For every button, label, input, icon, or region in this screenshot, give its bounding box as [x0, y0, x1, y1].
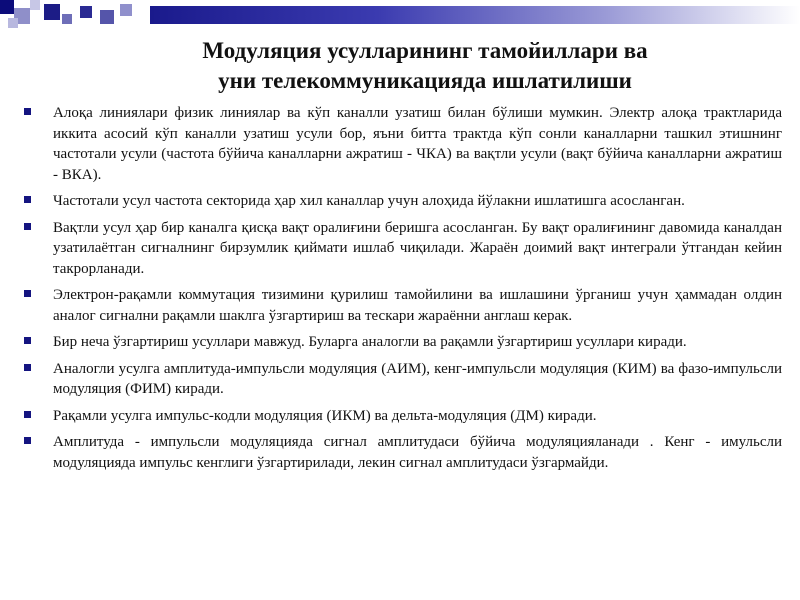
square-bullet-icon [24, 437, 31, 444]
decorative-square [44, 4, 60, 20]
decorative-square [100, 10, 114, 24]
bullet-list [20, 103, 782, 479]
bullet-item [20, 406, 782, 427]
square-bullet-icon [24, 223, 31, 230]
square-bullet-icon [24, 290, 31, 297]
gradient-bar [150, 6, 800, 24]
bullet-item [20, 191, 782, 212]
bullet-item [20, 103, 782, 185]
bullet-item [20, 359, 782, 400]
bullet-item [20, 285, 782, 326]
decorative-banner [0, 0, 800, 30]
bullet-item [20, 432, 782, 473]
bullet-item [20, 332, 782, 353]
square-bullet-icon [24, 364, 31, 371]
square-bullet-icon [24, 108, 31, 115]
bullet-text: Электрон-рақамли коммутация тизимини қурилиш тамойилини ва ишлашини ўрганиш учун ҳаммадан олдин аналог сигнални рақамли шаклга ўзгартириш ва тескари жараённи англаш керак. [53, 287, 782, 324]
bullet-text: Амплитуда - импульсли модуляцияда сигнал амплитудаси бўйича модуляцияланади . Кенг - имульсли модуляцияда импульс кенглиги ўзгартирилади, лекин сигнал амплитудаси ўзгармайди. [53, 434, 782, 471]
slide-title-line-1: Модуляция усулларининг тамойиллари ва [202, 38, 648, 63]
decorative-square [30, 0, 40, 10]
bullet-text: Бир неча ўзгартириш усуллари мавжуд. Буларга аналогли ва рақамли ўзгартириш усуллари киради. [53, 334, 687, 350]
decorative-square [80, 6, 92, 18]
slide-title-line-2: уни телекоммуникацияда ишлатилиши [218, 68, 632, 93]
decorative-square [8, 18, 18, 28]
bullet-text: Алоқа линиялари физик линиялар ва кўп каналли узатиш билан бўлиши мумкин. Электр алоқа трактларида иккита асосий кўп каналли узатиш усули бор, яъни битта трактда кўп сонли каналларни ташкил этишнинг частотали усули (частота бўйича каналларни ажратиш - ЧКА) ва вақтли усули (вақт бўйича каналларни ажратиш - ВКА). [53, 105, 782, 183]
bullet-item [20, 218, 782, 280]
bullet-text: Рақамли усулга импульс-кодли модуляция (ИКМ) ва дельта-модуляция (ДМ) киради. [53, 407, 597, 424]
bullet-text: Вақтли усул ҳар бир каналга қисқа вақт оралиғини беришга асосланган. Бу вақт оралиғининг давомида каналдан узатилаётган сигналнинг бирзумлик қиймати ишлаб чиқилади. Жараён доимий вақт интеграли ўтгандан кейин такрорланади. [53, 219, 782, 277]
square-bullet-icon [24, 337, 31, 344]
decorative-square [0, 0, 14, 14]
square-bullet-icon [24, 196, 31, 203]
square-bullet-icon [24, 411, 31, 418]
bullet-text: Аналогли усулга амплитуда-импульсли модуляция (АИМ), кенг-импульсли модуляция (КИМ) ва фазо-импульсли модуляция (ФИМ) киради. [53, 360, 782, 397]
slide-title [60, 36, 790, 96]
decorative-square [120, 4, 132, 16]
bullet-text: Частотали усул частота секторида ҳар хил каналлар учун алоҳида йўлакни ишлатишга асосланган. [53, 193, 685, 209]
decorative-square [62, 14, 72, 24]
